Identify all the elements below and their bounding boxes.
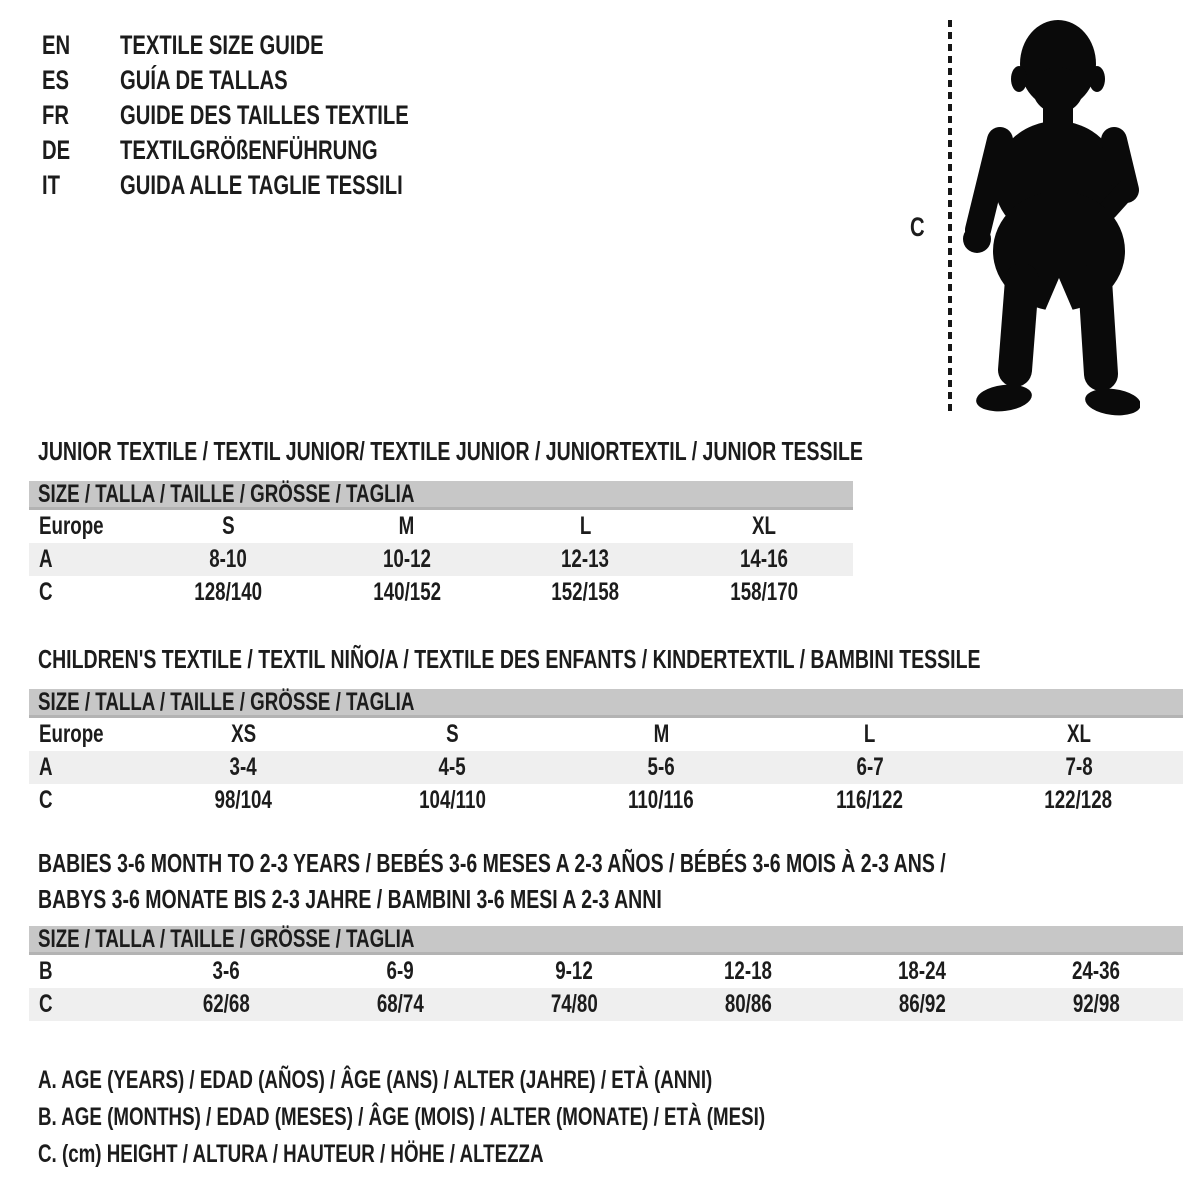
height-cell: 86/92 [898, 990, 946, 1018]
size-cell: L [864, 720, 876, 748]
row-label: C [39, 578, 53, 606]
size-table-header [29, 926, 1183, 955]
junior-size-table [29, 481, 853, 609]
size-table-header-label: SIZE / TALLA / TAILLE / GRÖSSE / TAGLIA [38, 479, 415, 508]
lang-row-fr [42, 98, 505, 133]
size-cell: M [653, 720, 669, 748]
height-cell: 140/152 [372, 578, 441, 606]
section-title-children: CHILDREN'S TEXTILE / TEXTIL NIÑO/A / TEXTILE DES ENFANTS / KINDERTEXTIL / BAMBINI TESSILE [38, 644, 981, 674]
babies-title-line2: BABYS 3-6 MONATE BIS 2-3 JAHRE / BAMBINI 3-6 MESI A 2-3 ANNI [38, 884, 662, 914]
height-cell: 80/86 [724, 990, 772, 1018]
height-cell: 110/116 [628, 786, 694, 814]
row-label: C [39, 990, 53, 1018]
age-cell: 14-16 [739, 545, 788, 573]
height-measure-label: C [910, 212, 925, 242]
lang-title: GUÍA DE TALLAS [120, 65, 288, 95]
table-row-age [29, 543, 853, 576]
months-cell: 9-12 [555, 957, 593, 985]
table-row-europe [29, 510, 853, 543]
months-cell: 3-6 [212, 957, 240, 985]
age-cell: 5-6 [647, 753, 675, 781]
row-label: B [39, 957, 53, 985]
lang-title: GUIDE DES TAILLES TEXTILE [120, 100, 409, 130]
lang-title: TEXTILE SIZE GUIDE [120, 30, 324, 60]
height-measure-dashed-line [948, 20, 952, 416]
lang-code: FR [42, 100, 69, 130]
size-table-header-label: SIZE / TALLA / TAILLE / GRÖSSE / TAGLIA [38, 687, 415, 716]
height-cell: 158/170 [729, 578, 798, 606]
age-cell: 10-12 [382, 545, 431, 573]
size-cell: XL [1066, 720, 1091, 748]
toddler-silhouette-icon [960, 18, 1140, 420]
lang-row-it [42, 168, 505, 203]
legend-notes [38, 1062, 1007, 1173]
size-table-header-label: SIZE / TALLA / TAILLE / GRÖSSE / TAGLIA [38, 924, 415, 953]
months-cell: 12-18 [724, 957, 772, 985]
height-cell: 68/74 [376, 990, 424, 1018]
table-row-height [29, 576, 853, 609]
height-cell: 104/110 [418, 786, 486, 814]
note-age-months: B. AGE (MONTHS) / EDAD (MESES) / ÂGE (MOIS) / ALTER (MONATE) / ETÀ (MESI) [38, 1103, 766, 1131]
age-cell: 7-8 [1065, 753, 1093, 781]
row-label: Europe [39, 720, 104, 748]
row-label: A [39, 545, 53, 573]
months-cell: 6-9 [386, 957, 414, 985]
height-cell: 122/128 [1044, 786, 1113, 814]
row-label: C [39, 786, 53, 814]
children-size-table [29, 689, 1183, 817]
size-table-header [29, 689, 1183, 718]
height-cell: 98/104 [214, 786, 273, 814]
lang-row-es [42, 63, 505, 98]
lang-row-de [42, 133, 505, 168]
age-cell: 6-7 [856, 753, 884, 781]
height-cell: 74/80 [550, 990, 598, 1018]
height-cell: 152/158 [551, 578, 620, 606]
note-height-cm: C. (cm) HEIGHT / ALTURA / HAUTEUR / HÖHE / ALTEZZA [38, 1140, 544, 1168]
table-row-height [29, 784, 1183, 817]
size-cell: L [579, 512, 591, 540]
babies-title-line1: BABIES 3-6 MONTH TO 2-3 YEARS / BEBÉS 3-6 MESES A 2-3 AÑOS / BÉBÉS 3-6 MOIS À 2-3 ANS / [38, 848, 946, 878]
lang-title: GUIDA ALLE TAGLIE TESSILI [120, 170, 403, 200]
age-cell: 12-13 [561, 545, 610, 573]
lang-title: TEXTILGRÖßENFÜHRUNG [120, 135, 378, 165]
size-cell: M [398, 512, 415, 540]
size-cell: S [445, 720, 459, 748]
language-list [42, 28, 505, 203]
size-cell: XS [230, 720, 256, 748]
height-cell: 116/122 [836, 786, 904, 814]
table-row-height [29, 988, 1183, 1021]
age-cell: 4-5 [438, 753, 466, 781]
table-row-months [29, 955, 1183, 988]
section-title-junior: JUNIOR TEXTILE / TEXTIL JUNIOR/ TEXTILE JUNIOR / JUNIORTEXTIL / JUNIOR TESSILE [38, 436, 863, 466]
lang-code: DE [42, 135, 71, 165]
lang-code: IT [42, 170, 60, 200]
row-label: A [39, 753, 53, 781]
table-row-europe [29, 718, 1183, 751]
months-cell: 18-24 [898, 957, 946, 985]
size-cell: S [221, 512, 235, 540]
size-cell: XL [751, 512, 776, 540]
age-cell: 3-4 [229, 753, 257, 781]
section-title-babies [38, 845, 1200, 917]
age-cell: 8-10 [209, 545, 248, 573]
table-row-age [29, 751, 1183, 784]
height-cell: 128/140 [194, 578, 263, 606]
lang-code: ES [42, 65, 70, 95]
lang-row-en [42, 28, 505, 63]
height-cell: 92/98 [1072, 990, 1120, 1018]
row-label: Europe [39, 512, 104, 540]
note-age-years: A. AGE (YEARS) / EDAD (AÑOS) / ÂGE (ANS) / ALTER (JAHRE) / ETÀ (ANNI) [38, 1066, 713, 1094]
months-cell: 24-36 [1072, 957, 1120, 985]
babies-size-table [29, 926, 1183, 1021]
size-table-header [29, 481, 853, 510]
lang-code: EN [42, 30, 71, 60]
height-cell: 62/68 [202, 990, 250, 1018]
